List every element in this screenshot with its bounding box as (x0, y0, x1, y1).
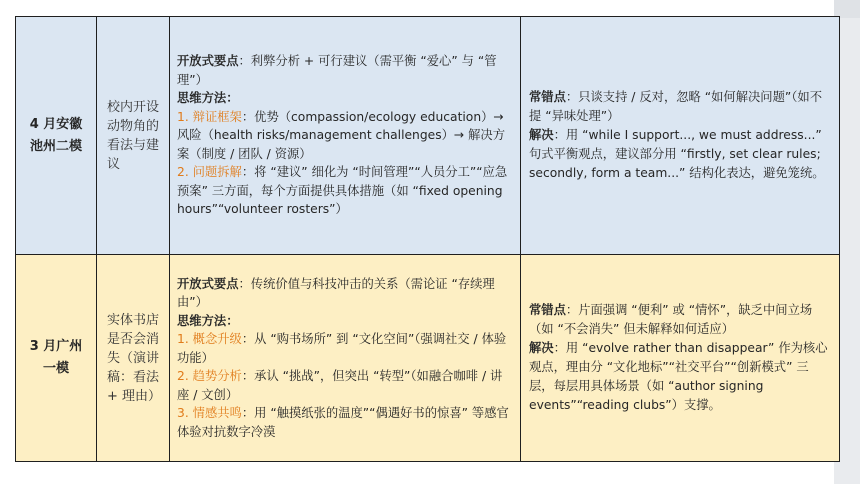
solution-text: ：用 “evolve rather than disappear” 作为核心观点，理由分 “文化地标”“社交平台”“创新模式” 三层，每层用具体场景（如 “author signing events”“reading clubs”）支撑。 (529, 341, 828, 412)
common-error (529, 301, 833, 339)
solution (529, 126, 833, 183)
method-label: 2. 问题拆解 (177, 165, 242, 180)
method-text: ：将 “建议” 细化为 “时间管理”“人员分工”“应急预案” 三方面，每个方面提供具体措施（如 “fixed opening hours”“volunteer rosters”） (177, 165, 508, 217)
exam-topic: 校内开设动物角的看法与建议 (107, 99, 160, 172)
method-cell (170, 255, 521, 462)
method-item (177, 163, 514, 219)
topic-cell (97, 17, 170, 255)
methods-heading: 思维方法： (177, 313, 239, 328)
error-cell (521, 17, 840, 255)
method-cell (170, 17, 521, 255)
method-item (177, 367, 514, 404)
topic-cell (97, 255, 170, 462)
common-error-label: 常错点 (529, 90, 566, 104)
open-point (177, 275, 514, 312)
method-item (177, 330, 514, 367)
table-row (16, 17, 840, 255)
date-cell (16, 255, 97, 462)
common-error-label: 常错点 (529, 303, 566, 317)
open-point-label: 开放式要点 (177, 54, 239, 69)
method-item (177, 404, 514, 441)
error-cell (521, 255, 840, 462)
methods-heading: 思维方法： (177, 91, 239, 106)
open-point-text: ：传统价值与科技冲击的关系（需论证 “存续理由”） (177, 276, 495, 310)
solution-label: 解决 (529, 128, 554, 142)
open-point-label: 开放式要点 (177, 276, 239, 291)
common-error-text: ：只谈支持 / 反对，忽略 “如何解决问题”（如不提 “异味处理”） (529, 90, 823, 123)
exam-date: 4 月安徽池州二模 (29, 116, 83, 154)
method-item (177, 108, 514, 164)
method-label: 3. 情感共鸣 (177, 406, 242, 421)
open-point (177, 52, 514, 89)
table-row (16, 255, 840, 462)
method-text: ：从 “购书场所” 到 “文化空间”（强调社交 / 体验功能） (177, 332, 507, 365)
common-error-text: ：片面强调 “便利” 或 “情怀”，缺乏中间立场（如 “不会消失” 但未解释如何适应） (529, 303, 813, 336)
solution (529, 339, 833, 415)
common-error (529, 88, 833, 126)
exam-date: 3 月广州一模 (29, 339, 83, 376)
solution-text: ：用 “while I support..., we must address...” 句式平衡观点，建议部分用 “firstly, set clear rules; secondly, form a team...” 结构化表达，避免笼统。 (529, 128, 825, 180)
method-text: ：用 “触摸纸张的温度”“偶遇好书的惊喜” 等感官体验对抗数字冷漠 (177, 406, 509, 439)
method-text: ：承认 “挑战”，但突出 “转型”（如融合咖啡 / 讲座 / 文创） (177, 369, 503, 402)
date-cell (16, 17, 97, 255)
exam-topic: 实体书店是否会消失（演讲稿：看法 + 理由） (107, 312, 162, 404)
method-text: ：优势（compassion/ecology education）→ 风险（health risks/management challenges）→ 解决方案（制度 / 团队 / 资源） (177, 109, 506, 161)
method-label: 1. 概念升级 (177, 332, 242, 347)
method-label: 1. 辩证框架 (177, 109, 242, 124)
open-point-text: ：利弊分析 + 可行建议（需平衡 “爱心” 与 “管理”） (177, 54, 497, 87)
exam-analysis-table (15, 16, 840, 462)
method-label: 2. 趋势分析 (177, 369, 242, 384)
solution-label: 解决 (529, 341, 554, 355)
